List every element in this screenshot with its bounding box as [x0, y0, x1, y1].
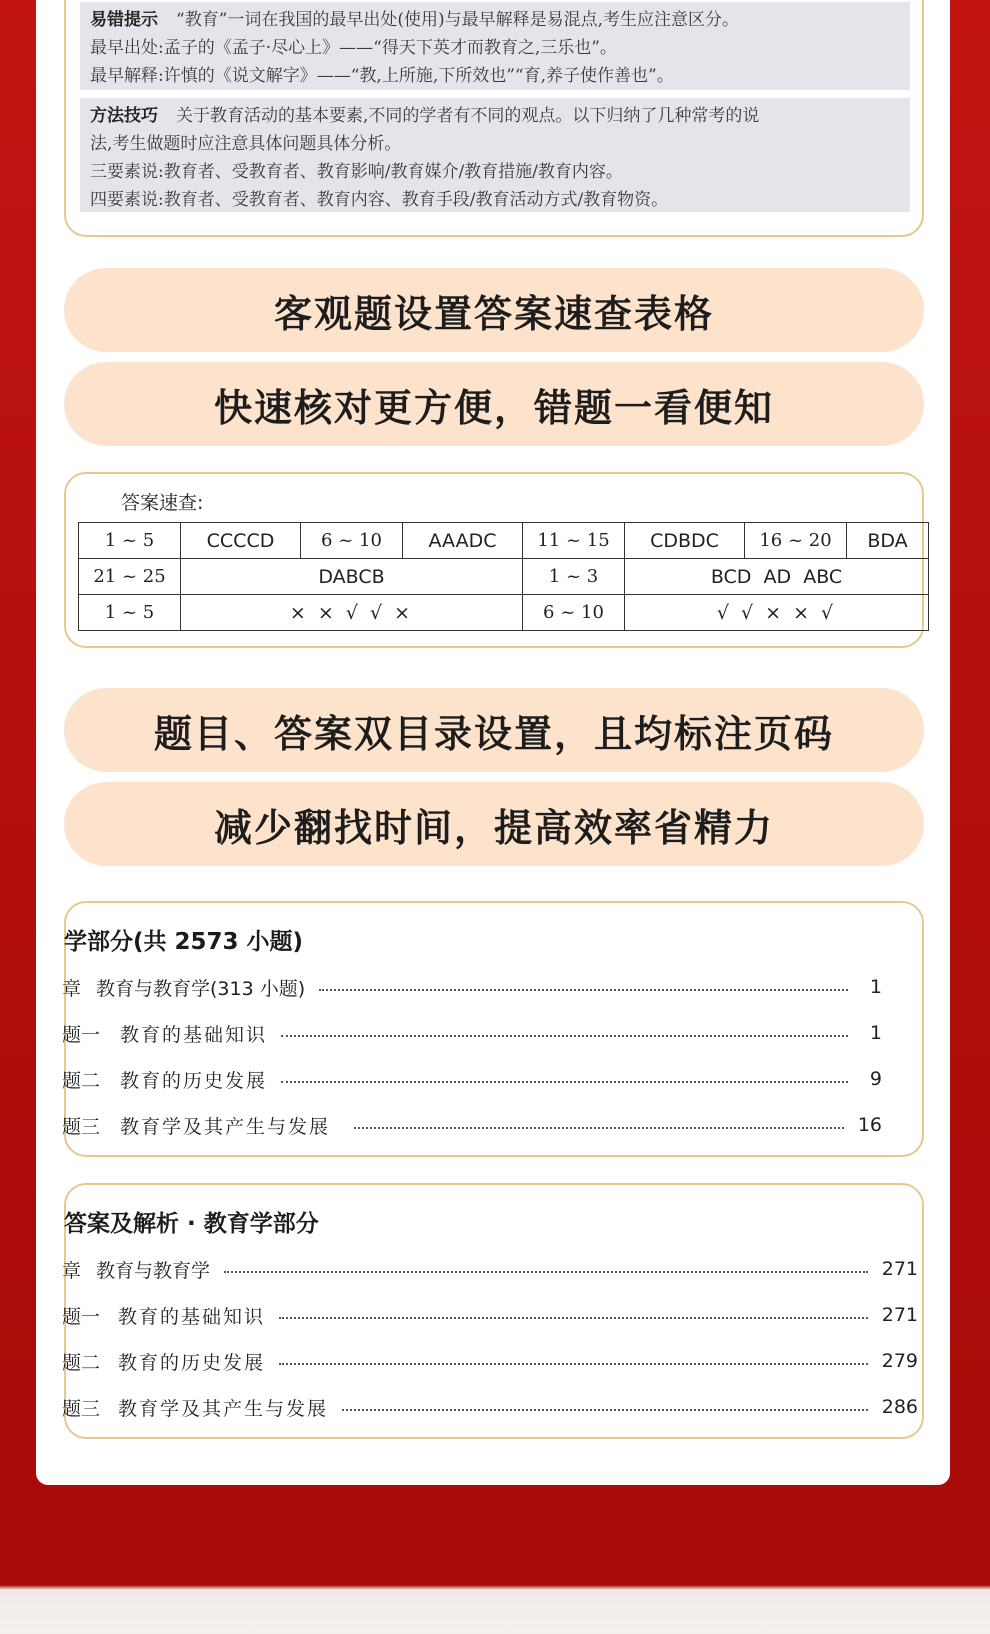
toc-title: 教育学及其产生与发展: [118, 1397, 329, 1420]
toc-page: 286: [881, 1396, 918, 1418]
range-cell: 11 ~ 15: [523, 523, 625, 559]
method-tip-line: 法,考生做题时应注意具体问题具体分析。: [90, 134, 402, 154]
answer-table-card: [64, 472, 924, 648]
toc-leader-dots: [279, 1317, 868, 1319]
toc-entry: [62, 1392, 918, 1422]
toc-entry: [62, 1300, 918, 1330]
banner-dual-toc: 题目、答案双目录设置，且均标注页码: [64, 688, 924, 772]
method-tip-line: 三要素说:教育者、受教育者、教育影响/教育媒介/教育措施/教育内容。: [90, 162, 623, 182]
toc-entry: [62, 1064, 882, 1094]
range-cell: 6 ~ 10: [523, 595, 625, 631]
toc-lead: 题二: [62, 1351, 101, 1374]
answer-cell: AAADC: [403, 523, 523, 559]
answer-table-title: 答案速查:: [121, 492, 204, 514]
toc-page: 16: [857, 1114, 882, 1136]
range-cell: 16 ~ 20: [745, 523, 847, 559]
answer-cell: BCD AD ABC: [625, 559, 929, 595]
toc-page: 1: [869, 1022, 882, 1044]
error-tip-line: 最早解释:许慎的《说文解字》——“教,上所施,下所效也”“育,养子使作善也”。: [90, 66, 674, 86]
toc-lead: 章: [62, 1259, 82, 1282]
toc-heading: 答案及解析 · 教育学部分: [64, 1211, 319, 1237]
method-tip-box: [80, 98, 910, 212]
toc-lead: 题一: [62, 1305, 101, 1328]
toc-leader-dots: [281, 1035, 848, 1037]
table-row: [79, 559, 929, 595]
banner-answer-table: 客观题设置答案速查表格: [64, 268, 924, 352]
question-toc-card: [64, 901, 924, 1157]
method-tip-line: 四要素说:教育者、受教育者、教育内容、教育手段/教育活动方式/教育物资。: [90, 190, 669, 210]
error-tip-line: 最早出处:孟子的《孟子·尽心上》——“得天下英才而教育之,三乐也”。: [90, 38, 617, 58]
method-tip-line: 关于教育活动的基本要素,不同的学者有不同的观点。以下归纳了几种常考的说: [176, 106, 760, 126]
toc-lead: 题一: [62, 1023, 101, 1046]
toc-page: 271: [881, 1258, 918, 1280]
answer-toc-card: [64, 1183, 924, 1439]
table-row: [79, 595, 929, 631]
answer-cell: × × √ √ ×: [181, 595, 523, 631]
answer-table: [78, 522, 929, 631]
toc-lead: 题三: [62, 1397, 101, 1420]
toc-heading: 学部分(共 2573 小题): [64, 929, 304, 955]
toc-leader-dots: [342, 1409, 868, 1411]
toc-page: 271: [881, 1304, 918, 1326]
toc-page: 9: [869, 1068, 882, 1090]
toc-lead: 题三: [62, 1115, 101, 1138]
toc-title: 教育的基础知识: [118, 1305, 266, 1328]
toc-entry: [62, 1018, 882, 1048]
range-cell: 1 ~ 5: [79, 595, 181, 631]
toc-entry: [62, 1110, 882, 1140]
toc-leader-dots: [354, 1127, 844, 1129]
toc-title: 教育与教育学: [96, 1259, 211, 1282]
error-tip-tag: 易错提示: [90, 10, 158, 30]
toc-title: 教育学及其产生与发展: [120, 1115, 331, 1138]
toc-leader-dots: [279, 1363, 868, 1365]
toc-page: 279: [881, 1350, 918, 1372]
answer-cell: CCCCD: [181, 523, 301, 559]
toc-title: 教育的历史发展: [118, 1351, 266, 1374]
method-tip-tag: 方法技巧: [90, 106, 158, 126]
answer-cell: √ √ × × √: [625, 595, 929, 631]
table-row: [79, 523, 929, 559]
range-cell: 6 ~ 10: [301, 523, 403, 559]
toc-entry: [62, 1254, 918, 1284]
answer-cell: CDBDC: [625, 523, 745, 559]
toc-page: 1: [869, 976, 882, 998]
tips-card: [64, 0, 924, 237]
banner-save-time: 减少翻找时间，提高效率省精力: [64, 782, 924, 866]
toc-title: 教育的历史发展: [120, 1069, 268, 1092]
toc-title: 教育与教育学(313 小题): [96, 977, 306, 1000]
range-cell: 21 ~ 25: [79, 559, 181, 595]
error-tip-box: [80, 2, 910, 90]
toc-lead: 章: [62, 977, 82, 1000]
answer-cell: BDA: [847, 523, 929, 559]
banner-quick-check: 快速核对更方便，错题一看便知: [64, 362, 924, 446]
toc-leader-dots: [224, 1271, 868, 1273]
range-cell: 1 ~ 3: [523, 559, 625, 595]
toc-lead: 题二: [62, 1069, 101, 1092]
toc-leader-dots: [281, 1081, 848, 1083]
answer-cell: DABCB: [181, 559, 523, 595]
toc-entry: [62, 972, 882, 1002]
toc-title: 教育的基础知识: [120, 1023, 268, 1046]
toc-leader-dots: [319, 989, 848, 991]
toc-entry: [62, 1346, 918, 1376]
range-cell: 1 ~ 5: [79, 523, 181, 559]
error-tip-line: “教育”一词在我国的最早出处(使用)与最早解释是易混点,考生应注意区分。: [176, 10, 740, 30]
